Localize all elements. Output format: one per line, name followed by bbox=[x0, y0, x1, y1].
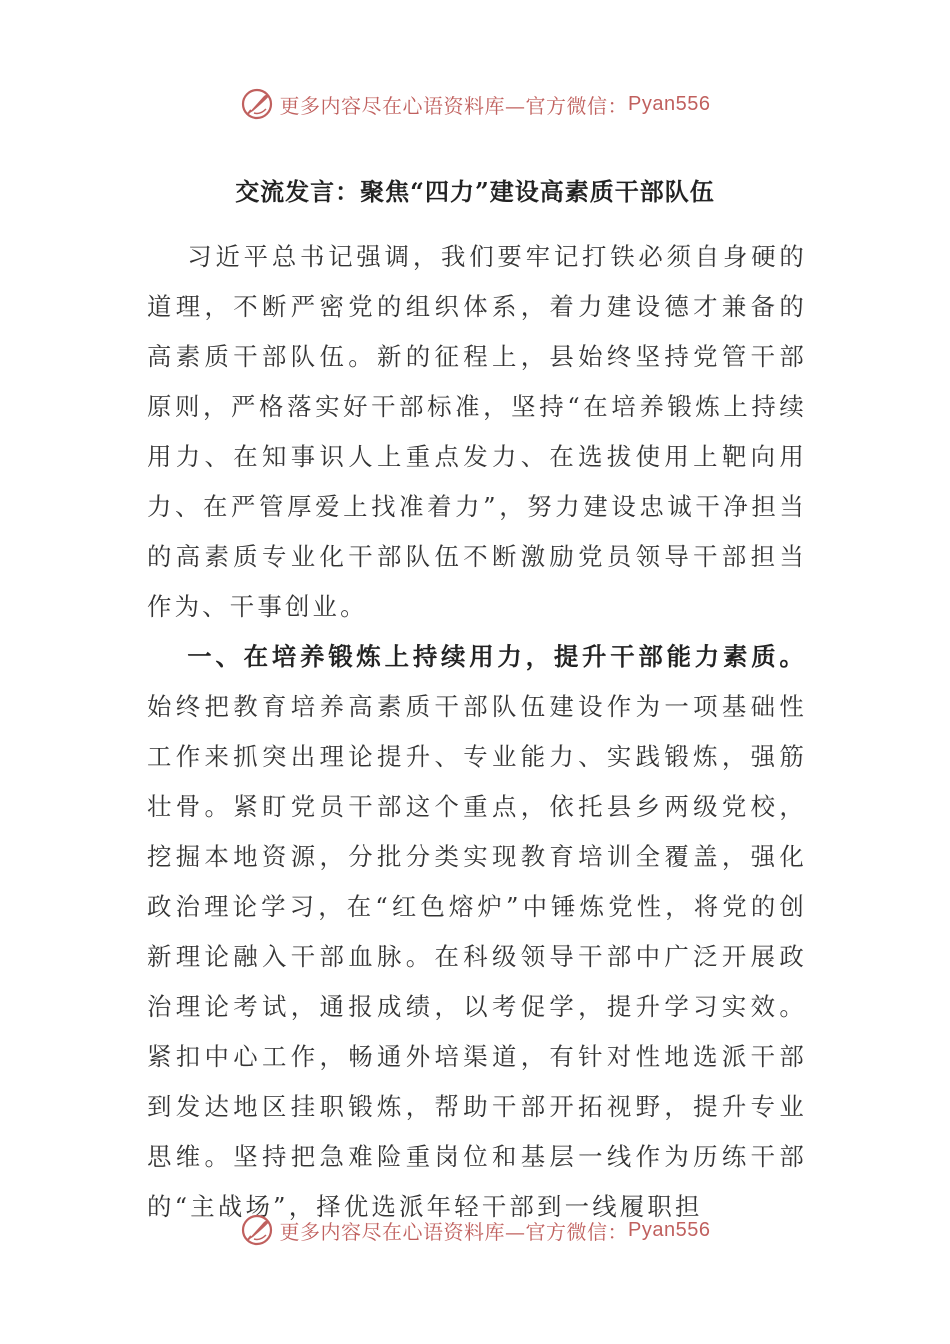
header-watermark bbox=[0, 84, 950, 124]
quill-pen-seal-icon bbox=[240, 1213, 274, 1247]
paragraph-intro bbox=[147, 232, 807, 632]
paragraph-text: 始终把教育培养高素质干部队伍建设作为一项基础性工作来抓突出理论提升、专业能力、实践锻炼，强筋壮骨。紧盯党员干部这个重点，依托县乡两级党校，挖掘本地资源，分批分类实现教育培训全覆盖，强化政治理论学习，在“红色熔炉”中锤炼党性，将党的创新理论融入干部血脉。在科级领导干部中广泛开展政治理论考试，通报成绩，以考促学，提升学习实效。紧扣中心工作，畅通外培渠道，有针对性地选派干部到发达地区挂职锻炼，帮助干部开拓视野，提升专业思维。坚持把急难险重岗位和基层一线作为历练干部的“主战场”，择优选派年轻干部到一线履职担 bbox=[147, 692, 807, 1221]
quill-pen-seal-icon bbox=[240, 87, 274, 121]
paragraph-section-1 bbox=[147, 632, 807, 1232]
section-heading: 一、在培养锻炼上持续用力，提升干部能力素质。 bbox=[187, 642, 807, 671]
document-body bbox=[147, 232, 807, 1232]
watermark-handle: Pyan556 bbox=[628, 92, 711, 115]
watermark-text: 更多内容尽在心语资料库—官方微信： bbox=[279, 93, 629, 118]
paragraph-text: 习近平总书记强调，我们要牢记打铁必须自身硬的道理，不断严密党的组织体系，着力建设德才兼备的高素质干部队伍。新的征程上，县始终坚持党管干部原则，严格落实好干部标准，坚持“在培养锻炼上持续用力、在知事识人上重点发力、在选拔使用上靶向用力、在严管厚爱上找准着力”，努力建设忠诚干净担当的高素质专业化干部队伍不断激励党员领导干部担当作为、干事创业。 bbox=[147, 242, 807, 621]
watermark-handle: Pyan556 bbox=[628, 1218, 711, 1241]
document-title: 交流发言：聚焦“四力”建设高素质干部队伍 bbox=[235, 177, 715, 206]
footer-watermark bbox=[0, 1210, 950, 1250]
watermark-text: 更多内容尽在心语资料库—官方微信： bbox=[279, 1219, 629, 1244]
